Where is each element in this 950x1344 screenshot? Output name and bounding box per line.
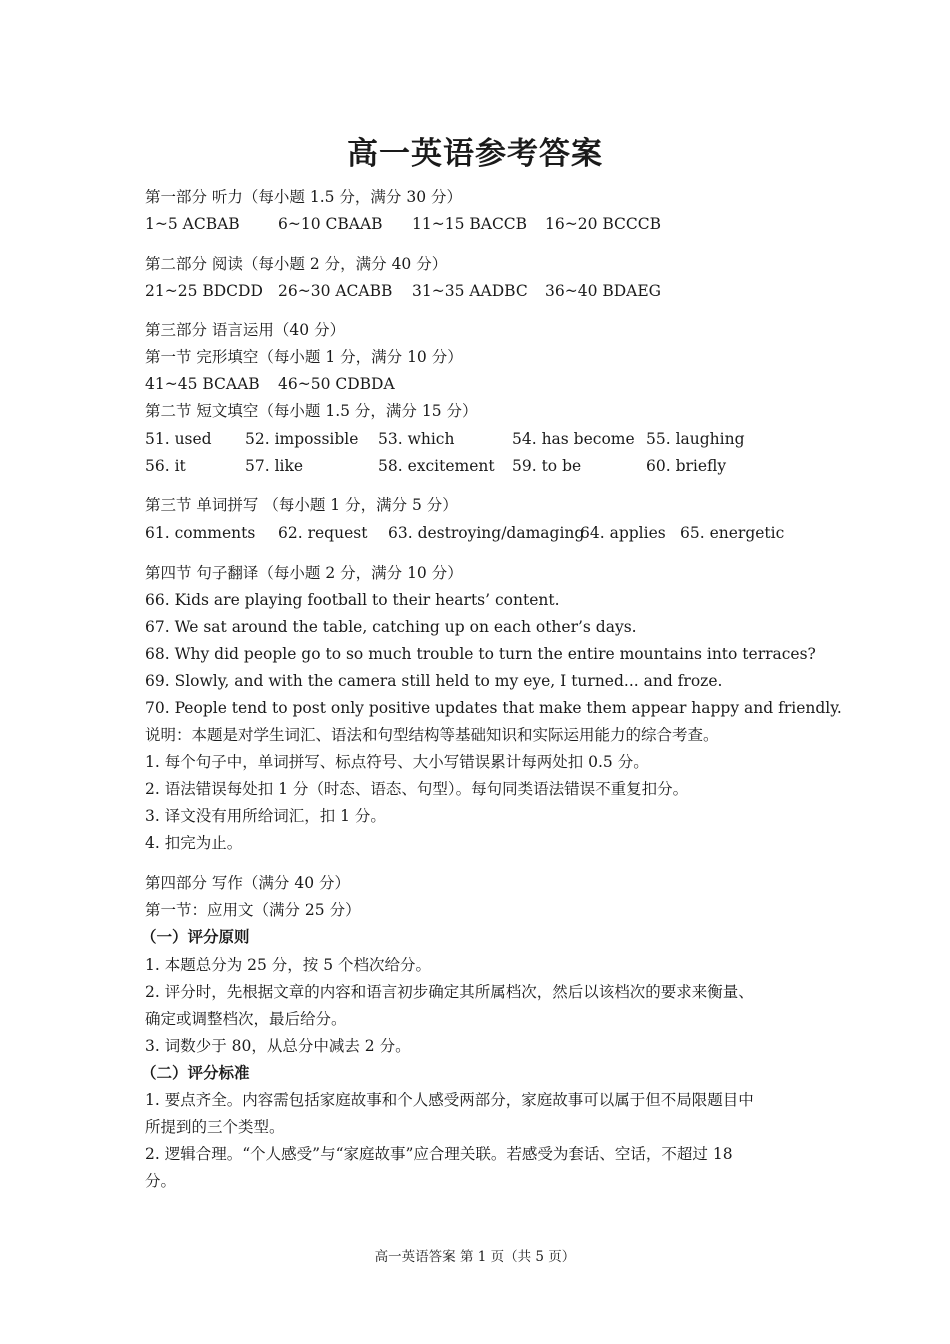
grading-rule: 4. 扣完为止。 (145, 834, 243, 852)
answer-item: 59. to be (512, 457, 582, 475)
standards-heading: （二）评分标准 (141, 1064, 250, 1082)
translation-sentence: 68. Why did people go to so much trouble to turn the entire mountains into terraces? (145, 645, 816, 663)
translation-sentence: 69. Slowly, and with the camera still held to my eye, I turned... and froze. (145, 672, 723, 690)
part2-heading: 第二部分 阅读（每小题 2 分，满分 40 分） (145, 255, 448, 273)
part3-sec4-heading: 第四节 句子翻译（每小题 2 分，满分 10 分） (145, 564, 463, 582)
part4-sec1-heading: 第一节：应用文（满分 25 分） (145, 901, 361, 919)
answer-item: 63. destroying/damaging (388, 524, 585, 542)
answer-item: 55. laughing (646, 430, 745, 448)
answer-group: 36~40 BDAEG (545, 282, 662, 300)
part1-heading: 第一部分 听力（每小题 1.5 分，满分 30 分） (145, 188, 463, 206)
principle-line: 1. 本题总分为 25 分，按 5 个档次给分。 (145, 956, 432, 974)
answer-item: 58. excitement (378, 457, 495, 475)
answer-item: 51. used (145, 430, 212, 448)
answer-group: 11~15 BACCB (412, 215, 528, 233)
part3-heading: 第三部分 语言运用（40 分） (145, 321, 346, 339)
answer-item: 54. has become (512, 430, 635, 448)
answer-item: 56. it (145, 457, 186, 475)
translation-sentence: 70. People tend to post only positive updates that make them appear happy and friendly. (145, 699, 842, 717)
grading-rule: 2. 语法错误每处扣 1 分（时态、语态、句型）。每句同类语法错误不重复扣分。 (145, 780, 689, 798)
principles-heading: （一）评分原则 (141, 928, 250, 946)
principle-line: 2. 评分时，先根据文章的内容和语言初步确定其所属档次，然后以该档次的要求来衡量、 (145, 983, 754, 1001)
answer-item: 60. briefly (646, 457, 727, 475)
page-footer: 高一英语答案 第 1 页（共 5 页） (374, 1249, 576, 1265)
part3-sec3-heading: 第三节 单词拼写 （每小题 1 分，满分 5 分） (145, 496, 458, 514)
answer-group: 31~35 AADBC (412, 282, 528, 300)
standard-line: 分。 (145, 1172, 177, 1190)
grading-rule: 1. 每个句子中，单词拼写、标点符号、大小写错误累计每两处扣 0.5 分。 (145, 753, 649, 771)
answer-group: 6~10 CBAAB (278, 215, 383, 233)
principle-line: 确定或调整档次，最后给分。 (145, 1010, 347, 1028)
page-title: 高一英语参考答案 (347, 136, 603, 172)
standard-line: 1. 要点齐全。内容需包括家庭故事和个人感受两部分，家庭故事可以属于但不局限题目中 (145, 1091, 754, 1109)
answer-item: 64. applies (580, 524, 666, 542)
answer-item: 57. like (245, 457, 304, 475)
answer-group: 21~25 BDCDD (145, 282, 263, 300)
principle-line: 3. 词数少于 80，从总分中减去 2 分。 (145, 1037, 411, 1055)
answer-group: 16~20 BCCCB (545, 215, 662, 233)
part3-sec1-heading: 第一节 完形填空（每小题 1 分，满分 10 分） (145, 348, 463, 366)
answer-item: 52. impossible (245, 430, 359, 448)
answer-item: 61. comments (145, 524, 256, 542)
answer-group: 1~5 ACBAB (145, 215, 240, 233)
answer-item: 62. request (278, 524, 368, 542)
translation-sentence: 66. Kids are playing football to their hearts’ content. (145, 591, 560, 609)
answer-group: 46~50 CDBDA (278, 375, 395, 393)
answer-item: 65. energetic (680, 524, 785, 542)
part4-heading: 第四部分 写作（满分 40 分） (145, 874, 351, 892)
grading-rule: 3. 译文没有用所给词汇，扣 1 分。 (145, 807, 386, 825)
standard-line: 2. 逻辑合理。“个人感受”与“家庭故事”应合理关联。若感受为套话、空话，不超过 18 (145, 1145, 733, 1163)
translation-sentence: 67. We sat around the table, catching up on each other’s days. (145, 618, 637, 636)
part3-sec2-heading: 第二节 短文填空（每小题 1.5 分，满分 15 分） (145, 402, 478, 420)
answer-group: 26~30 ACABB (278, 282, 393, 300)
answer-item: 53. which (378, 430, 455, 448)
answer-group: 41~45 BCAAB (145, 375, 260, 393)
translation-note: 说明：本题是对学生词汇、语法和句型结构等基础知识和实际运用能力的综合考查。 (145, 726, 719, 744)
standard-line: 所提到的三个类型。 (145, 1118, 285, 1136)
